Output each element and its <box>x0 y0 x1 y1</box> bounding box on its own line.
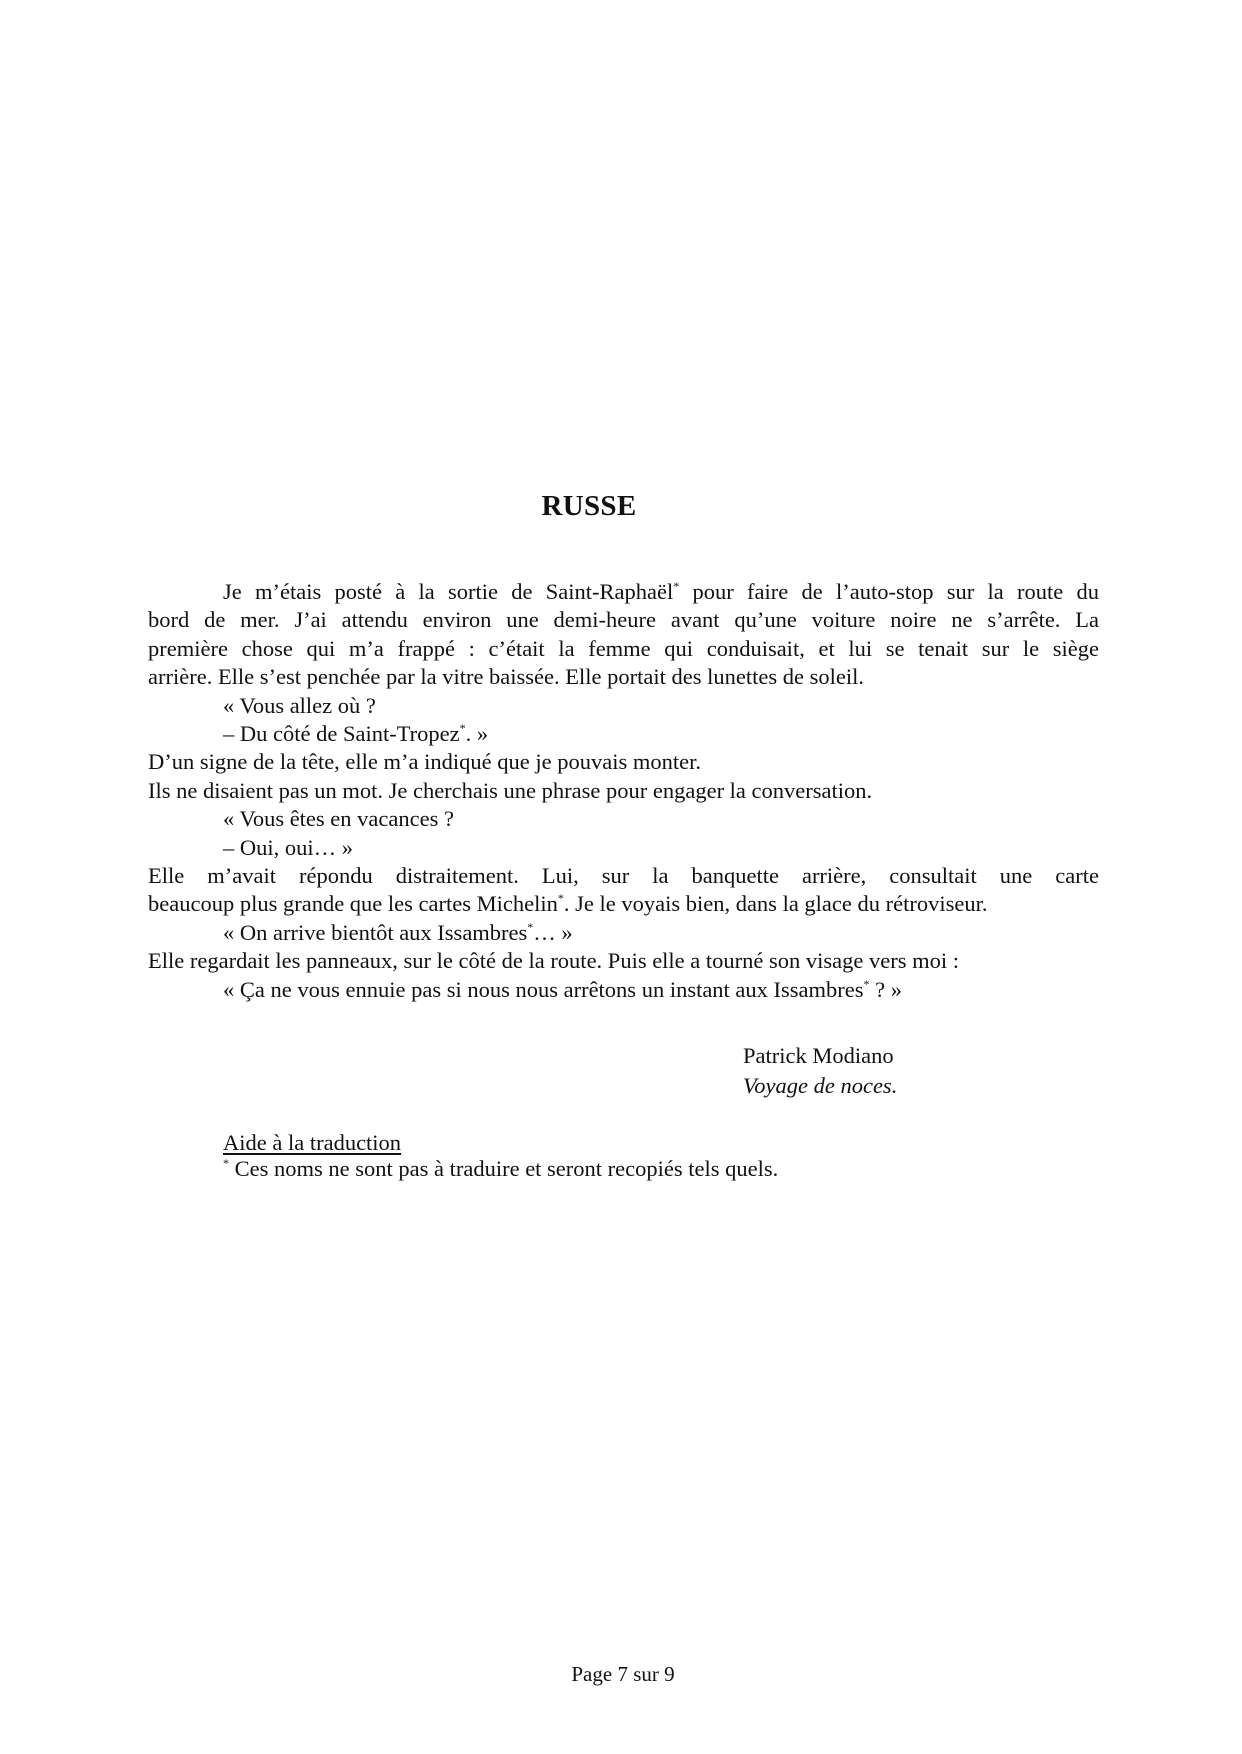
dialogue-line <box>148 976 1099 1004</box>
footnote-mark: * <box>527 919 534 934</box>
text-span: pour faire de l’auto-stop sur la route du <box>679 579 1099 604</box>
paragraph-line: Elle m’avait répondu distraitement. Lui, sur la banquette arrière, consultait une carte <box>148 863 1099 889</box>
author-name: Patrick Modiano <box>743 1043 894 1068</box>
dialogue-line: – Oui, oui… » <box>223 834 354 860</box>
translation-help-title: Aide à la traduction <box>223 1130 402 1155</box>
footnote-mark: * <box>673 579 680 593</box>
narrative-line: Ils ne disaient pas un mot. Je cherchais une phrase pour engager la conversation. <box>148 777 873 803</box>
text-span: . » <box>465 721 489 747</box>
dialogue-line <box>148 919 1099 947</box>
translation-help <box>223 1130 778 1182</box>
text-span: . Je le voyais bien, dans la glace du rétroviseur. <box>563 891 988 917</box>
dialogue-line: « Vous êtes en vacances ? <box>223 806 454 832</box>
page-title: RUSSE <box>541 490 637 522</box>
paragraph-line <box>148 578 1099 606</box>
text-span: « Ça ne vous ennuie pas si nous nous arrêtons un instant aux Issambres <box>223 976 864 1002</box>
text-span: … » <box>533 919 573 945</box>
footnote-mark: * <box>223 1156 229 1170</box>
footnote-mark: * <box>863 976 870 991</box>
text-span: Je m’étais posté à la sortie de Saint-Raphaël <box>223 579 674 604</box>
page-number: Page 7 sur 9 <box>571 1662 675 1686</box>
signature-block <box>743 1041 897 1101</box>
book-title-italic: Voyage de noces. <box>743 1073 898 1098</box>
narrative-line: D’un signe de la tête, elle m’a indiqué que je pouvais monter. <box>148 749 701 775</box>
footnote-mark: * <box>557 891 564 906</box>
text-body <box>148 578 1099 1004</box>
text-span: « On arrive bientôt aux Issambres <box>223 919 528 945</box>
text-span: – Du côté de Saint-Tropez <box>223 721 460 747</box>
narrative-line: Elle regardait les panneaux, sur le côté de la route. Puis elle a tourné son visage vers moi : <box>148 948 959 974</box>
paragraph-line: bord de mer. J’ai attendu environ une demi-heure avant qu’une voiture noire ne s’arrête. La <box>148 607 1099 633</box>
footnote-mark: * <box>459 721 466 736</box>
paragraph-line: arrière. Elle s’est penchée par la vitre baissée. Elle portait des lunettes de soleil. <box>148 664 864 690</box>
translation-help-note <box>223 1156 778 1182</box>
book-title <box>743 1071 897 1101</box>
text-span: Ces noms ne sont pas à traduire et seront recopiés tels quels. <box>229 1156 779 1181</box>
dialogue-line: « Vous allez où ? <box>223 692 376 718</box>
paragraph-line <box>148 890 1099 918</box>
dialogue-line <box>148 720 1099 748</box>
text-span: ? » <box>869 976 903 1002</box>
paragraph-line: première chose qui m’a frappé : c’était la femme qui conduisait, et lui se tenait sur le siège <box>148 635 1099 661</box>
text-span: beaucoup plus grande que les cartes Michelin <box>148 891 558 917</box>
